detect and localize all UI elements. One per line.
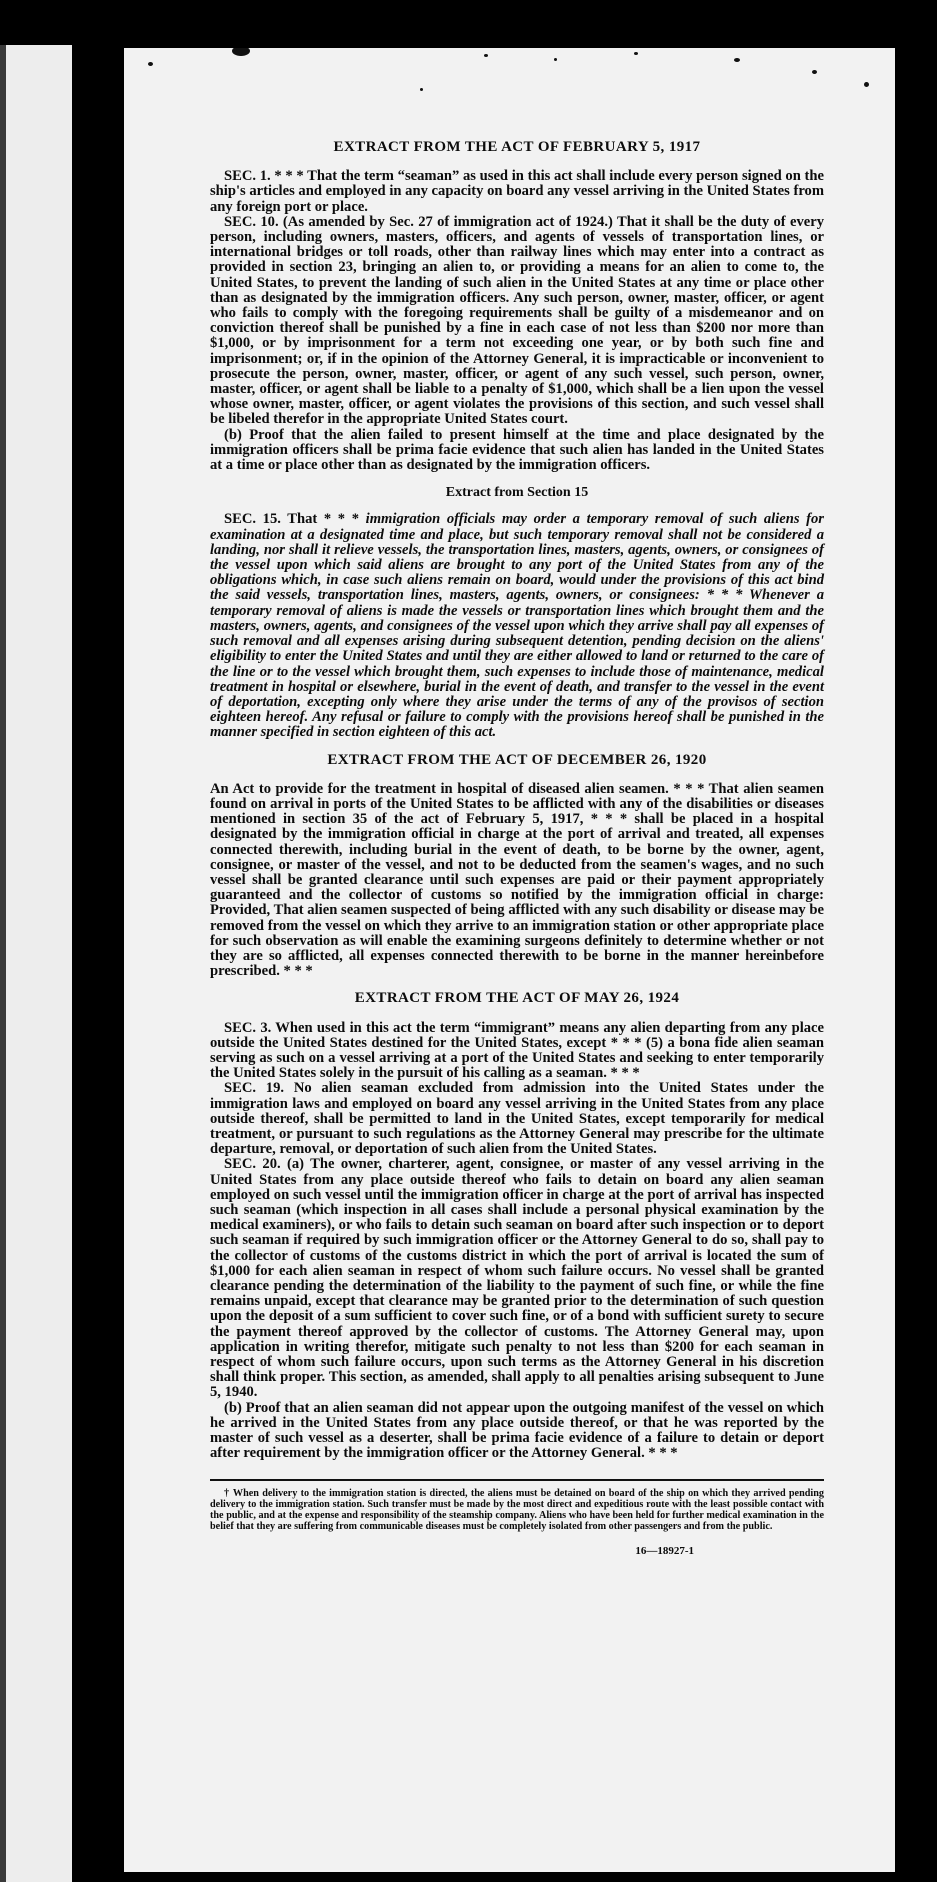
footnote-divider (210, 1479, 824, 1481)
scan-speck (812, 70, 817, 74)
scan-speck (634, 52, 638, 55)
document-page (124, 48, 895, 1872)
scan-speck (554, 58, 557, 61)
sec-15-text: immigration officials may order a temporary removal of such aliens for examination at a designated time and place, but such temporary removal shall not be considered a landing, nor shall it relieve vessels, the transportation lines, masters, agents, owners, or consignees of the vessel upon which said aliens are brought to any port of the United States from any of the obligations which, in case such aliens remain on board, would under the provisions of this act bind the said vessels, transportation lines, masters, agents, owners, or consignees: * * * Whenever a temporary removal of aliens is made the vessels or transportation lines which brought them and the masters, owners, agents, and consignees of the vessel upon which they arrive shall pay all expenses of such removal and all expenses arising during subsequent detention, pending decision on the aliens' eligibility to enter the United States and until they are either allowed to land or returned to the care of the line or to the vessel which brought them, such expenses to include those of maintenance, medical treatment in hospital or elsewhere, burial in the event of death, and transfer to the vessel in the event of deportation, excepting only where they arise under the terms of any of the provisos of section eighteen hereof. Any refusal or failure to comply with the provisions hereof shall be punished in the manner specified in section eighteen of this act. (210, 511, 824, 741)
scan-speck (420, 88, 423, 91)
scan-speck (232, 48, 250, 56)
sec-15-lead: SEC. 15. That * * * (224, 511, 366, 528)
paragraph-may-sec-19: SEC. 19. No alien seaman excluded from admission into the United States under the immigration laws and employed on board any vessel arriving in the United States from any place outside thereof, shall be permitted to land in the United States, except temporarily for medical treatment, or pursuant to such regulations as the Attorney General may prescribe for the ultimate departure, removal, or deportation of such alien from the United States. (210, 1080, 824, 1158)
scan-speck (484, 54, 488, 57)
scan-speck (864, 82, 869, 87)
heading-act-feb-1917: EXTRACT FROM THE ACT OF FEBRUARY 5, 1917 (333, 139, 701, 155)
adjacent-page-strip (0, 45, 72, 1882)
heading-act-may-1924: EXTRACT FROM THE ACT OF MAY 26, 1924 (354, 990, 680, 1007)
subheading-section-15: Extract from Section 15 (445, 485, 589, 501)
paragraph-may-sec-20: SEC. 20. (a) The owner, charterer, agent, consignee, or master of any vessel arriving in the United States from any place outside thereof who fails to detain on board any alien seaman employed on such vessel until the immigration officer in charge at the port of arrival has inspected such seaman (which inspection in all cases shall include a personal physical examination by the medical examiners), or who fails to detain such seaman on board after such inspection or to deport such seaman if required by such immigration officer or the Attorney General to do so, shall pay to the collector of customs of the customs district in which the port of arrival is located the sum of $1,000 for each alien seaman in respect of whom such failure occurs. No vessel shall be granted clearance pending the determination of the liability to the payment of such fine, or while the fine remains unpaid, except that clearance may be granted prior to the determination of such question upon the deposit of a sum sufficient to cover such fine, or of a bond with sufficient surety to secure the payment thereof approved by the collector of customs. The Attorney General may, upon application in writing therefor, mitigate such penalty to not less than $200 for each seaman in respect of whom such failure occurs, upon such terms as the Attorney General in his discretion shall think proper. This section, as amended, shall apply to all penalties arising subsequent to June 5, 1940. (210, 1156, 824, 1401)
document-body (210, 140, 824, 1560)
footnote: † When delivery to the immigration station is directed, the aliens must be detained on board of the ship on which they arrived pending delivery to the immigration station. Such transfer must be made by the most direct and expeditious route with the least possible contact with the public, and at the expense and responsibility of the steamship company. Aliens who have been held for further medical examination in the belief that they are suffering from communicable diseases must be completely isolated from other passengers and from the public. (210, 1488, 824, 1533)
heading-act-dec-1920: EXTRACT FROM THE ACT OF DECEMBER 26, 1920 (327, 751, 707, 768)
paragraph-may-sec-20-b: (b) Proof that an alien seaman did not appear upon the outgoing manifest of the vessel on which he arrived in the United States from any place outside thereof, or that he was reported by the master of such vessel as a deserter, shall be prima facie evidence of a failure to detain or deport after requirement by the immigration officer or the Attorney General. * * * (210, 1399, 824, 1462)
paragraph-sec-10: SEC. 10. (As amended by Sec. 27 of immigration act of 1924.) That it shall be the duty of every person, including owners, masters, officers, and agents of vessels of transportation lines, or international bridges or toll roads, other than railway lines which may enter into a contract as provided in section 23, bringing an alien to, or providing a means for an alien to come to, the United States, to prevent the landing of such alien in the United States at any time or place other than as designated by the immigration officers. Any such person, owner, master, officer, or agent who fails to comply with the foregoing requirements shall be guilty of a misdemeanor and on conviction thereof shall be punished by a fine in each case of not less than $200 nor more than $1,000, or by imprisonment for a term not exceeding one year, or by both such fine and imprisonment; or, if in the opinion of the Attorney General, it is impracticable or inconvenient to prosecute the person, owner, master, officer, or agent of any such vessel, such person, owner, master, officer, or agent shall be liable to a penalty of $1,000, which shall be a lien upon the vessel whose owner, master, officer, or agent violates the provisions of this section, and such vessel shall be libeled therefor in the appropriate United States court. (210, 213, 824, 428)
scan-speck (734, 58, 740, 62)
paragraph-dec-1920: An Act to provide for the treatment in hospital of diseased alien seamen. * * * That alien seamen found on arrival in ports of the United States to be afflicted with any of the disabilities or diseases mentioned in section 35 of the act of February 5, 1917, * * * shall be placed in a hospital designated by the immigration official in charge at the port of arrival and treated, all expenses connected therewith, including burial in the event of death, to be borne by the owner, agent, consignee, or master of the vessel, and not to be deducted from the seamen's wages, and no such vessel shall be granted clearance until such expenses are paid or their payment appropriately guaranteed and the collector of customs so notified by the immigration official in charge: Provided, That alien seamen suspected of being afflicted with any such disability or disease may be removed from the vessel on which they arrive to an immigration station or other appropriate place for such observation as will enable the examining surgeons definitely to determine whether or not they are so afflicted, all expenses connected therewith to be borne in the manner hereinbefore prescribed. * * * (210, 780, 824, 980)
adjacent-page-edge (0, 45, 6, 1882)
scan-speck (148, 62, 153, 66)
paragraph-sec-1: SEC. 1. * * * That the term “seaman” as used in this act shall include every person signed on the ship's articles and employed in any capacity on board any vessel arriving in the United States from any foreign port or place. (210, 168, 824, 215)
page-number: 16—18927-1 (635, 1545, 694, 1558)
paragraph-may-sec-3: SEC. 3. When used in this act the term “immigrant” means any alien departing from any place outside the United States destined for the United States, except * * * (5) a bona fide alien seaman serving as such on a vessel arriving at a port of the United States and seeking to enter temporarily the United States solely in the pursuit of his calling as a seaman. * * * (210, 1019, 824, 1082)
paragraph-sec-10-b: (b) Proof that the alien failed to present himself at the time and place designated by the immigration officers shall be prima facie evidence that such alien has landed in the United States at a time or place other than as designated by the immigration officers. (210, 426, 824, 474)
paragraph-sec-15 (210, 512, 824, 740)
